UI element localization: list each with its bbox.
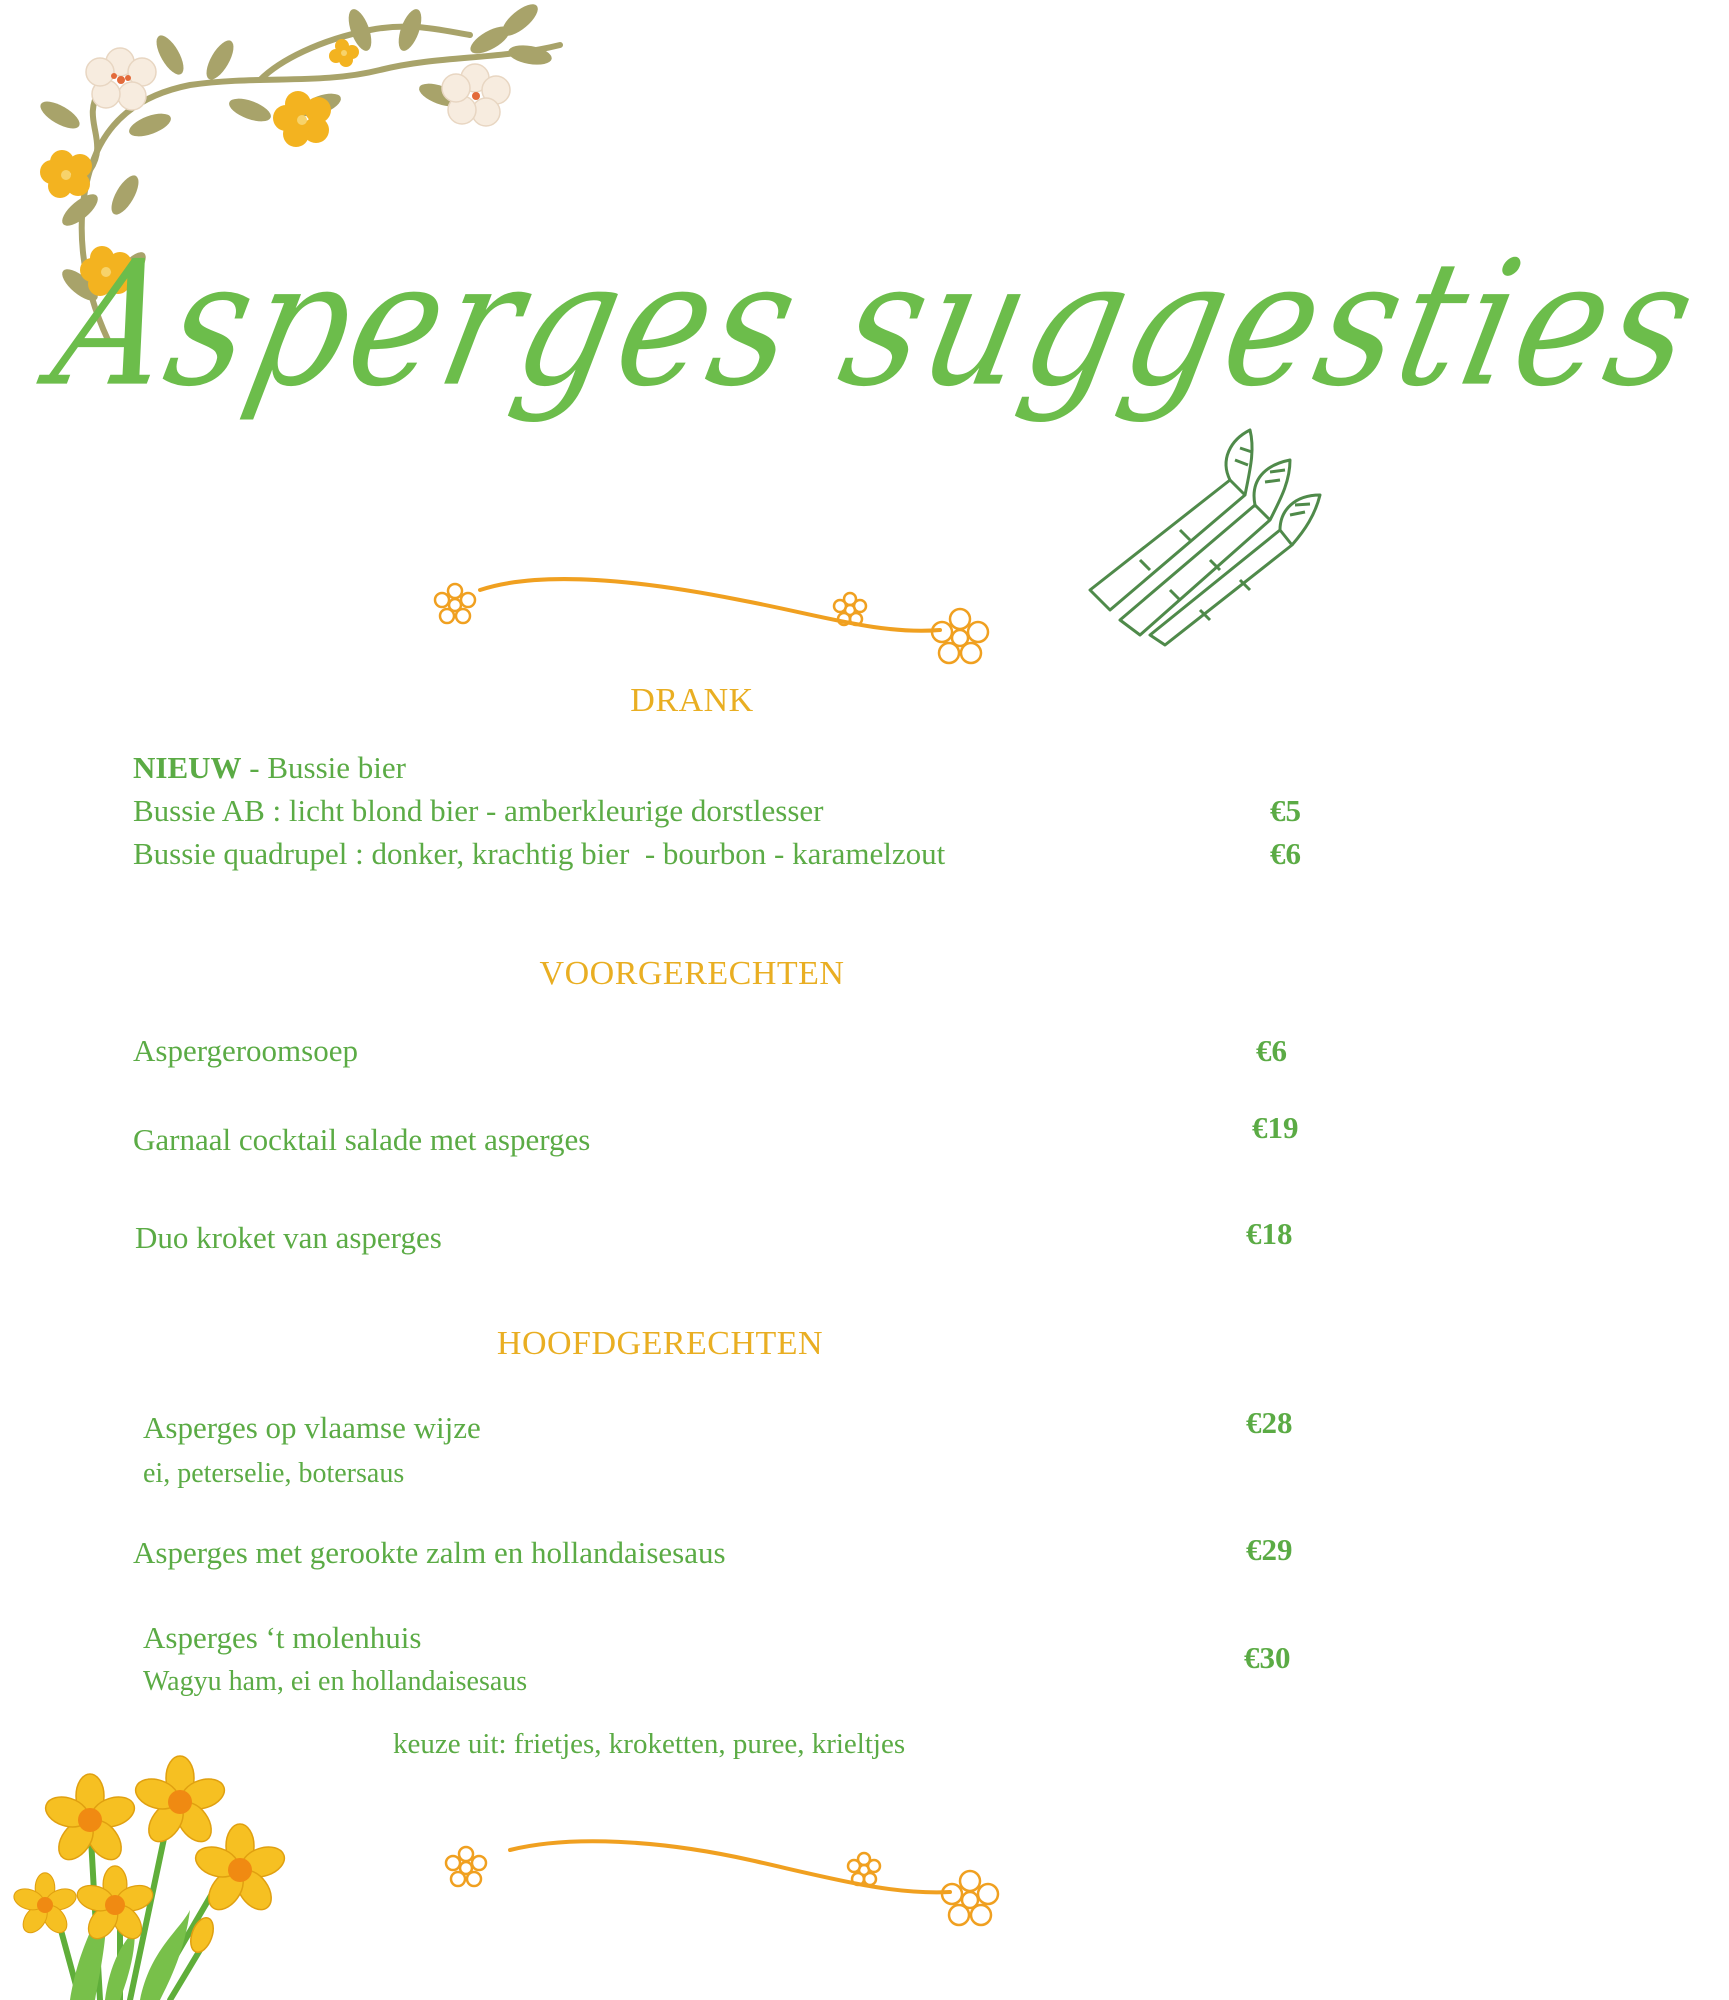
- menu-item-description: ei, peterselie, botersaus: [143, 1458, 405, 1489]
- menu-item-name: Aspergeroomsoep: [133, 1033, 358, 1068]
- section-title-drank: DRANK: [630, 682, 754, 719]
- menu-item-price: €5: [1270, 793, 1301, 828]
- menu-item-name: Asperges ‘t molenhuis: [143, 1620, 422, 1655]
- menu-item-description: Wagyu ham, ei en hollandaisesaus: [143, 1666, 528, 1697]
- daisy-divider-icon: [420, 560, 1020, 680]
- page-title: Asperges suggesties: [38, 224, 1714, 426]
- daisy-divider-icon: [430, 1820, 1030, 1940]
- menu-item-name: Asperges op vlaamse wijze: [143, 1410, 481, 1445]
- menu-item-name: Garnaal cocktail salade met asperges: [133, 1122, 591, 1157]
- menu-item-price: €6: [1270, 836, 1301, 871]
- menu-item-name: Bussie AB : licht blond bier - amberkleurige dorstlesser: [133, 793, 824, 828]
- menu-item-name: Asperges met gerookte zalm en hollandaisesaus: [133, 1535, 726, 1570]
- section-title-voorgerechten: VOORGERECHTEN: [539, 955, 845, 992]
- menu-item-price: €6: [1256, 1033, 1287, 1068]
- daffodil-icon: [10, 1740, 300, 2000]
- menu-item-price: €30: [1244, 1640, 1291, 1675]
- menu-item-price: €18: [1246, 1216, 1293, 1251]
- side-choice-note: keuze uit: frietjes, kroketten, puree, krieltjes: [393, 1728, 906, 1760]
- menu-item-price: €19: [1252, 1110, 1299, 1145]
- new-item-name: Bussie bier: [267, 750, 406, 785]
- asparagus-icon: [1080, 420, 1330, 650]
- section-title-hoofdgerechten: HOOFDGERECHTEN: [496, 1325, 824, 1362]
- menu-item-name: Duo kroket van asperges: [135, 1220, 442, 1255]
- new-item-line: [133, 750, 406, 786]
- menu-item-name: Bussie quadrupel : donker, krachtig bier - bourbon - karamelzout: [133, 836, 946, 871]
- menu-item-price: €29: [1246, 1532, 1293, 1567]
- new-separator: -: [241, 750, 268, 785]
- menu-item-price: €28: [1246, 1405, 1293, 1440]
- new-tag: NIEUW: [133, 750, 242, 785]
